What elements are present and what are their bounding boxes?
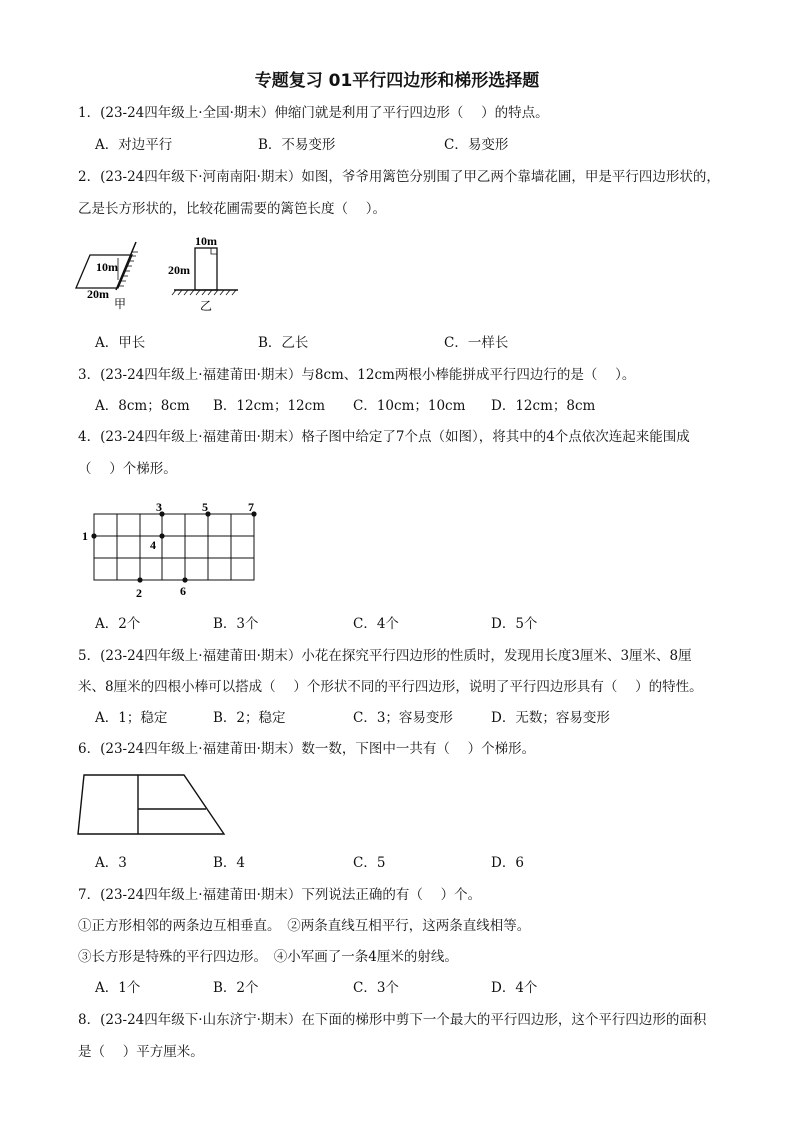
question-7-text: 7．(23-24四年级上·福建莆田·期末）下列说法正确的有（ ）个。	[78, 887, 482, 903]
q3-option-d: D．12cm；8cm	[491, 398, 596, 414]
q5-option-c: C．3；容易变形	[353, 710, 453, 726]
q6-option-b: B．4	[213, 855, 246, 871]
q3-option-b: B．12cm；12cm	[213, 398, 326, 414]
q6-option-c: C．5	[353, 855, 386, 871]
yi-top-label: 10m	[195, 234, 217, 248]
question-4-line-1: 4．(23-24四年级上·福建莆田·期末）格子图中给定了7个点（如图），将其中的4个点依次连起来能围成	[78, 429, 690, 445]
jia-side-label: 10m	[96, 260, 118, 274]
q7-option-c: C．3个	[353, 980, 399, 996]
q7-option-a: A．1个	[95, 980, 141, 996]
grid-label-7: 7	[248, 500, 254, 514]
q3-option-a: A．8cm；8cm	[95, 398, 190, 414]
question-5-line-1: 5．(23-24四年级上·福建莆田·期末）小花在探究平行四边形的性质时，发现用长度3厘米、3厘米、8厘	[78, 648, 692, 664]
q1-option-b: B．不易变形	[258, 137, 336, 153]
grid-label-1: 1	[82, 529, 88, 543]
question-8-line-2: 是（ ）平方厘米。	[78, 1044, 204, 1060]
grid-label-2: 2	[136, 586, 142, 600]
q6-option-d: D．6	[491, 855, 524, 871]
q4-grid-figure	[78, 496, 278, 606]
grid-label-3: 3	[156, 500, 162, 514]
q4-option-b: B．3个	[213, 616, 259, 632]
grid-point-2	[137, 577, 142, 582]
question-5-line-2: 米、8厘米的四根小棒可以搭成（ ）个形状不同的平行四边形，说明了平行四边形具有（ ）的特性。	[78, 679, 703, 695]
question-7-statements-2: ③长方形是特殊的平行四边形。 ④小军画了一条4厘米的射线。	[78, 949, 458, 965]
q4-option-c: C．4个	[353, 616, 399, 632]
q6-option-a: A．3	[95, 855, 127, 871]
grid-point-1	[91, 533, 96, 538]
grid-label-6: 6	[180, 584, 186, 598]
yi-right-angle-mark	[211, 248, 217, 254]
q4-option-d: D．5个	[491, 616, 538, 632]
q1-option-a: A．对边平行	[95, 137, 173, 153]
q7-option-b: B．2个	[213, 980, 259, 996]
q2-option-b: B．乙长	[258, 335, 309, 351]
grid-label-4: 4	[150, 538, 156, 552]
grid-point-4	[159, 533, 164, 538]
q6-trapezoid-figure	[74, 772, 234, 842]
page-title: 专题复习 01平行四边形和梯形选择题	[254, 71, 540, 91]
grid-label-5: 5	[202, 500, 208, 514]
jia-name-label: 甲	[114, 297, 127, 311]
q4-option-a: A．2个	[95, 616, 141, 632]
grid-points	[91, 511, 256, 582]
question-1-text: 1．(23-24四年级上·全国·期末）伸缩门就是利用了平行四边形（ ）的特点。	[78, 105, 549, 121]
q2-option-a: A．甲长	[95, 335, 146, 351]
q5-option-b: B．2；稳定	[213, 710, 286, 726]
grid-point-6	[182, 577, 187, 582]
q2-option-c: C．一样长	[444, 335, 509, 351]
q2-figure-yi	[164, 230, 244, 320]
q7-option-d: D．4个	[491, 980, 538, 996]
question-8-line-1: 8．(23-24四年级下·山东济宁·期末）在下面的梯形中剪下一个最大的平行四边形，这个平行四边形的面积	[78, 1012, 707, 1028]
jia-wall-hatching	[118, 252, 138, 286]
q2-figure-jia	[72, 222, 162, 312]
outer-trapezoid	[78, 775, 224, 834]
q5-option-a: A．1；稳定	[95, 710, 168, 726]
jia-base-label: 20m	[87, 287, 109, 301]
q1-option-c: C．易变形	[444, 137, 509, 153]
grid-lines	[94, 514, 254, 580]
question-2-line-1: 2．(23-24四年级下·河南南阳·期末）如图，爷爷用篱笆分别围了甲乙两个靠墙花圃，甲是平行四边形状的，	[78, 169, 720, 185]
q5-option-d: D．无数；容易变形	[491, 710, 610, 726]
yi-side-label: 20m	[168, 263, 190, 277]
question-3-text: 3．(23-24四年级上·福建莆田·期末）与8cm、12cm两根小棒能拼成平行四边行的是（ ）。	[78, 367, 636, 383]
question-2-line-2: 乙是长方形状的，比较花圃需要的篱笆长度（ ）。	[78, 201, 387, 217]
question-4-line-2: （ ）个梯形。	[78, 461, 177, 477]
q3-option-c: C．10cm；10cm	[353, 398, 466, 414]
question-6-text: 6．(23-24四年级上·福建莆田·期末）数一数，下图中一共有（ ）个梯形。	[78, 741, 536, 757]
yi-name-label: 乙	[200, 299, 213, 313]
question-7-statements-1: ①正方形相邻的两条边互相垂直。 ②两条直线互相平行，这两条直线相等。	[78, 918, 531, 934]
